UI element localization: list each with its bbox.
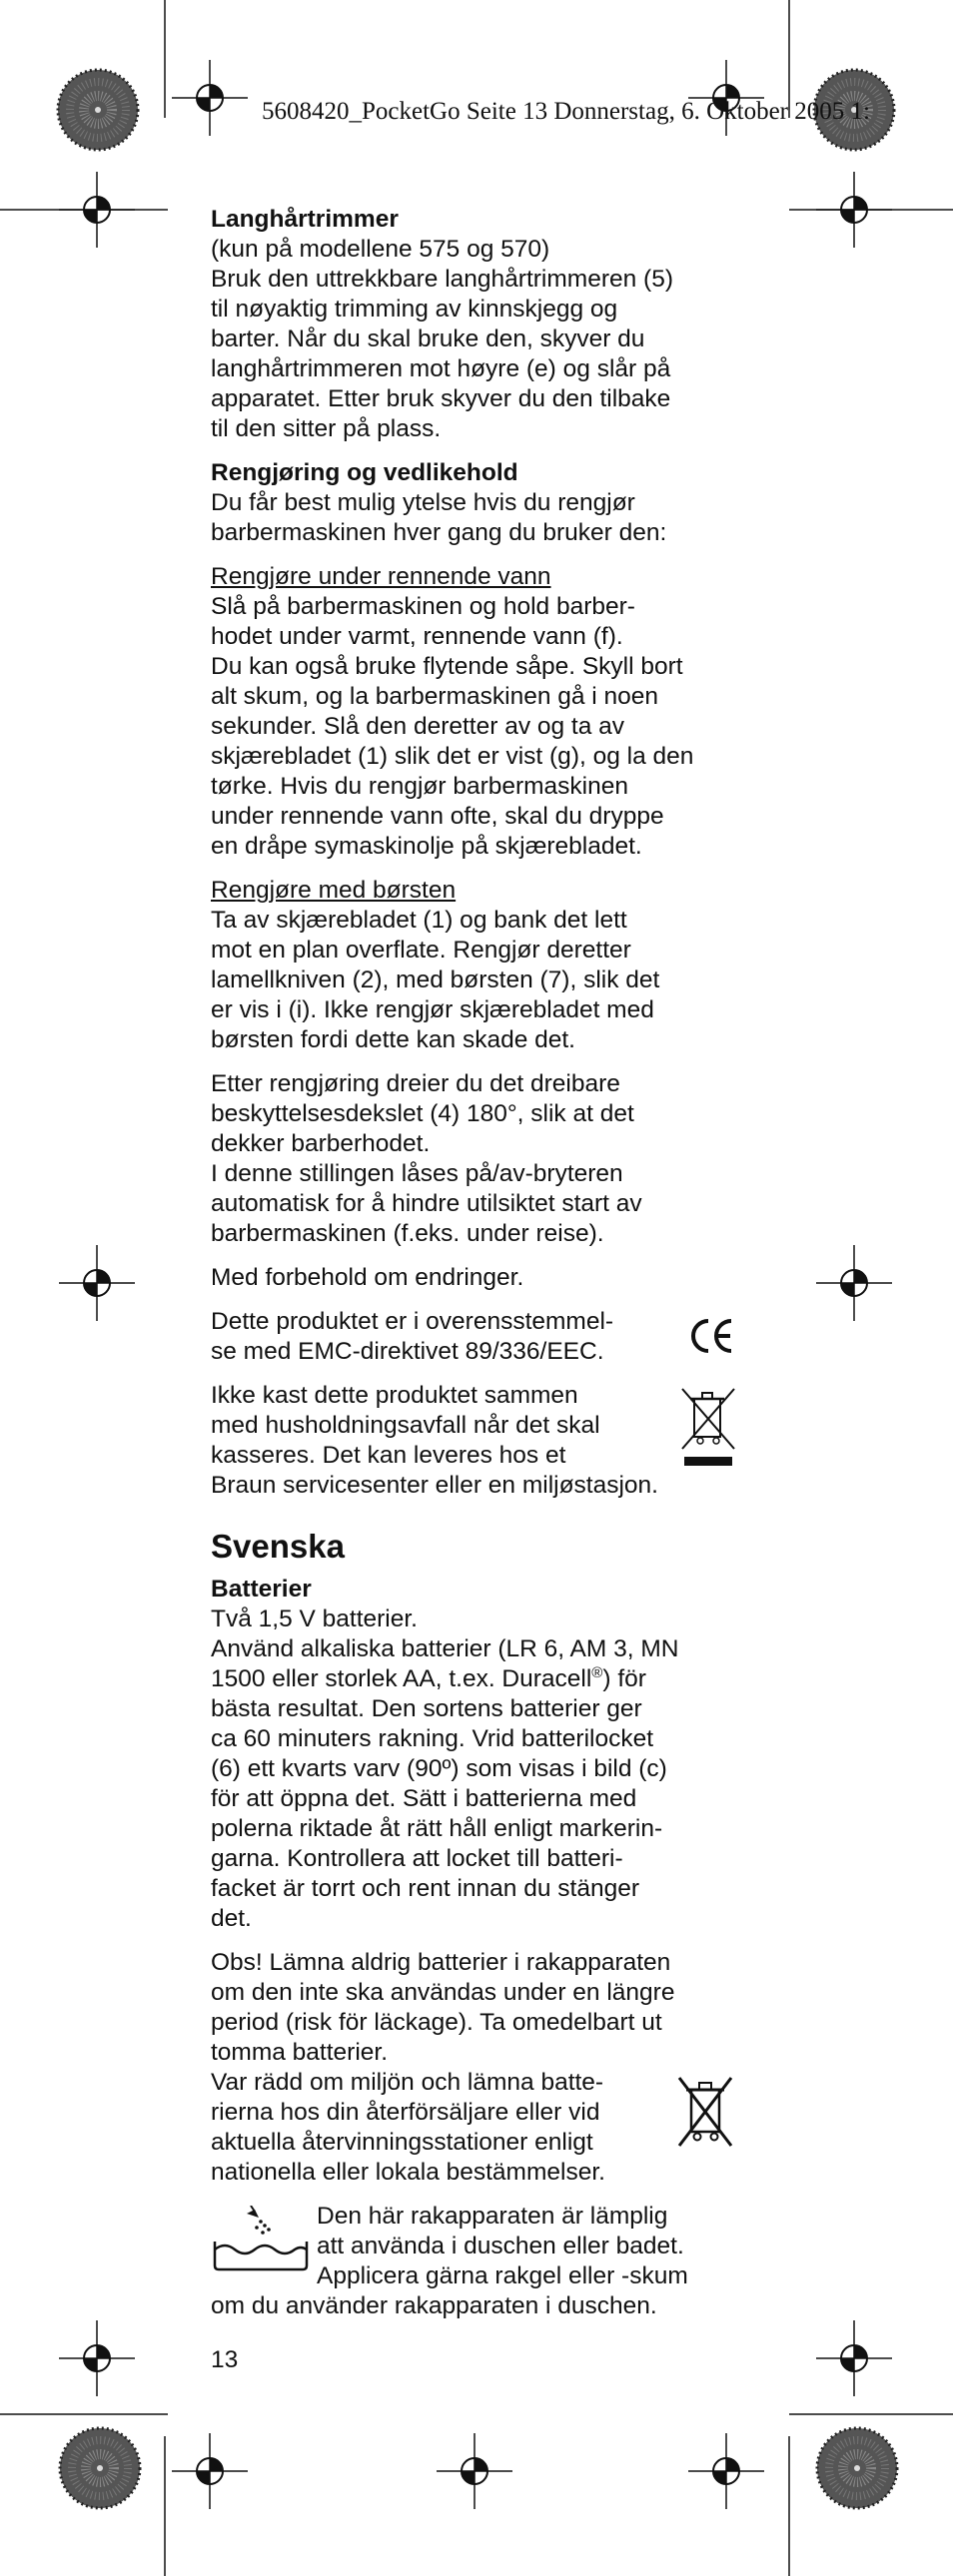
text-line: om du använder rakapparaten i duschen.	[211, 2292, 657, 2319]
text-line: ca 60 minuters rakning. Vrid batterilocket	[211, 1725, 654, 1752]
text-line-duracell	[211, 1664, 740, 1694]
text-line: (6) ett kvarts varv (90º) som visas i bild (c)	[211, 1755, 667, 1782]
text-fragment: 1500 eller storlek AA, t.ex. Duracell	[211, 1665, 592, 1692]
text-line: att använda i duschen eller badet.	[317, 2233, 684, 2259]
text-line: mot en plan overflate. Rengjør deretter	[211, 937, 631, 964]
text-line: rierna hos din återförsäljare eller vid	[211, 2099, 600, 2126]
section-batteries	[211, 1575, 740, 1934]
text-line: Etter rengjøring dreier du det dreibare	[211, 1070, 620, 1097]
text-line: sekunder. Slå den deretter av og ta av	[211, 713, 625, 740]
text-line: bästa resultat. Den sortens batterier ger	[211, 1695, 642, 1722]
text-line: aktuella återvinningsstationer enligt	[211, 2129, 593, 2156]
language-heading-svenska: Svenska	[211, 1528, 345, 1565]
text-line: polerna riktade åt rätt håll enligt markerin-	[211, 1815, 663, 1842]
text-line: dekker barberhodet.	[211, 1130, 431, 1157]
section-trimmer	[211, 205, 740, 444]
text-line: kasseres. Det kan leveres hos et	[211, 1442, 566, 1469]
text-line: barter. Når du skal bruke den, skyver du	[211, 325, 645, 352]
text-line: det.	[211, 1905, 252, 1932]
text-line: period (risk för läckage). Ta omedelbart ut	[211, 2009, 662, 2036]
text-line: Braun servicesenter eller en miljøstasjon.	[211, 1472, 658, 1499]
page-number: 13	[211, 2346, 239, 2373]
running-head: 5608420_PocketGo Seite 13 Donnerstag, 6. Oktober 2005 1:	[262, 98, 870, 125]
subsection-title: Rengjøre under rennende vann	[211, 563, 551, 590]
text-line: Dette produktet er i overensstemmel-	[211, 1308, 614, 1335]
text-line: barbermaskinen hver gang du bruker den:	[211, 519, 667, 546]
section-rotate-cover	[211, 1069, 740, 1249]
registered-mark: ®	[591, 1663, 603, 1681]
text-line: Använd alkaliska batterier (LR 6, AM 3, MN	[211, 1635, 679, 1662]
text-fragment: ) för	[602, 1665, 646, 1692]
text-line: Slå på barbermaskinen og hold barber-	[211, 593, 635, 620]
text-line: skjærebladet (1) slik det er vist (g), og la den	[211, 743, 694, 770]
text-line: børsten fordi dette kan skade det.	[211, 1026, 575, 1053]
section-brush-cleaning	[211, 876, 740, 1055]
text-line: I denne stillingen låses på/av-bryteren	[211, 1160, 623, 1187]
text-line: (kun på modellene 575 og 570)	[211, 236, 550, 263]
crossed-battery-bin-icon	[674, 2072, 736, 2154]
text-line: Två 1,5 V batterier.	[211, 1606, 418, 1632]
text-line: alt skum, og la barbermaskinen gå i noen	[211, 683, 659, 710]
text-line: til nøyaktig trimming av kinnskjegg og	[211, 296, 618, 322]
text-line: apparatet. Etter bruk skyver du den tilbake	[211, 385, 671, 412]
text-line: langhårtrimmeren mot høyre (e) og slår på	[211, 355, 671, 382]
text-line: med husholdningsavfall når det skal	[211, 1412, 600, 1439]
reserve-note	[211, 1263, 740, 1293]
text-line: se med EMC-direktivet 89/336/EEC.	[211, 1338, 604, 1365]
text-line: en dråpe symaskinolje på skjærebladet.	[211, 833, 642, 860]
text-line: tomma batterier.	[211, 2039, 389, 2066]
text-line: automatisk for å hindre utilsiktet start av	[211, 1190, 642, 1217]
text-line: facket är torrt och rent innan du stänger	[211, 1875, 639, 1902]
text-line: Du får best mulig ytelse hvis du rengjør	[211, 489, 635, 516]
section-warning-environment	[211, 1948, 740, 2188]
text-line: Ikke kast dette produktet sammen	[211, 1382, 578, 1409]
text-line: lamellkniven (2), med børsten (7), slik det	[211, 966, 660, 993]
section-title: Rengjøring og vedlikehold	[211, 459, 518, 486]
section-title: Langhårtrimmer	[211, 206, 399, 233]
disposal-statement	[211, 1381, 740, 1501]
text-line: beskyttelsesdekslet (4) 180°, slik at det	[211, 1100, 634, 1127]
shower-icon	[211, 2206, 311, 2273]
text-line: Du kan også bruke flytende såpe. Skyll bort	[211, 653, 683, 680]
text-line: Bruk den uttrekkbare langhårtrimmeren (5)	[211, 266, 673, 293]
text-line: er vis i (i). Ikke rengjør skjærebladet med	[211, 996, 654, 1023]
text-line: til den sitter på plass.	[211, 415, 442, 442]
section-water-cleaning	[211, 562, 740, 862]
ce-mark-icon	[688, 1315, 734, 1357]
text-line: barbermaskinen (f.eks. under reise).	[211, 1220, 604, 1247]
text-line: för att öppna det. Sätt i batterierna med	[211, 1785, 637, 1812]
text-line: Obs! Lämna aldrig batterier i rakapparaten	[211, 1949, 671, 1976]
text-line: om den inte ska användas under en längre	[211, 1979, 675, 2006]
text-line: hodet under varmt, rennende vann (f).	[211, 623, 623, 650]
text-line: Den här rakapparaten är lämplig	[317, 2203, 668, 2230]
text-line: Med forbehold om endringer.	[211, 1264, 524, 1291]
page-content	[211, 205, 740, 2321]
subsection-title: Rengjøre med børsten	[211, 877, 457, 904]
text-line: under rennende vann ofte, skal du dryppe	[211, 803, 664, 830]
ce-statement	[211, 1307, 740, 1367]
crossed-bin-icon	[678, 1385, 738, 1471]
text-line: Var rädd om miljön och lämna batte-	[211, 2069, 604, 2096]
text-line: garna. Kontrollera att locket till batteri-	[211, 1845, 623, 1872]
section-cleaning	[211, 458, 740, 548]
text-line: tørke. Hvis du rengjør barbermaskinen	[211, 773, 629, 800]
section-title: Batterier	[211, 1576, 312, 1603]
section-shower	[211, 2202, 740, 2321]
text-line: Applicera gärna rakgel eller -skum	[317, 2262, 688, 2289]
text-line: Ta av skjærebladet (1) og bank det lett	[211, 907, 627, 934]
text-line: nationella eller lokala bestämmelser.	[211, 2159, 605, 2186]
